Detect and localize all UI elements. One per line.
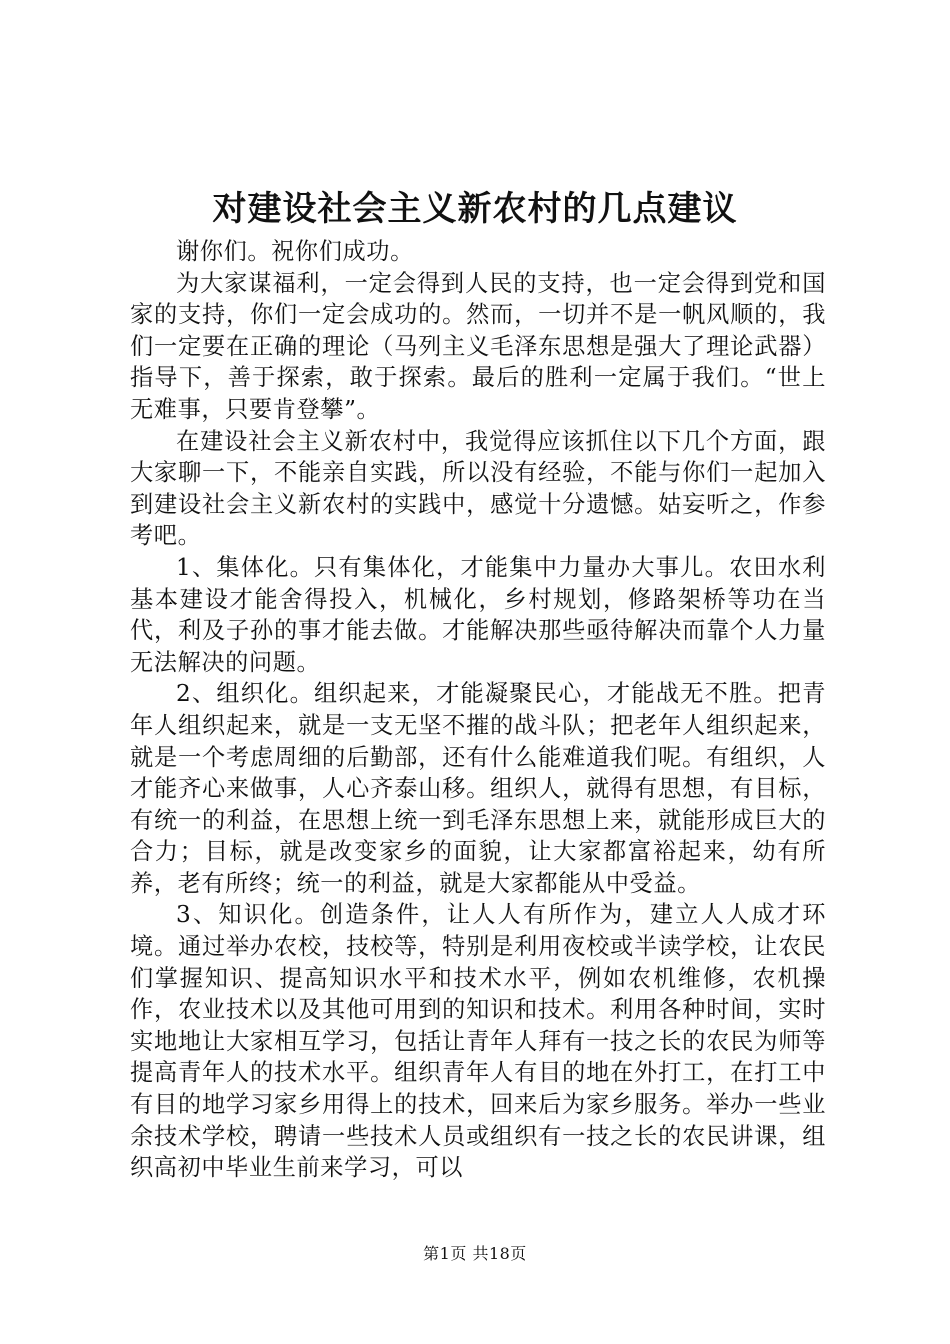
paragraph-1: 谢你们。祝你们成功。 <box>176 238 414 265</box>
paragraph-4: 1、集体化。只有集体化，才能集中力量办大事儿。农田水利基本建设才能舍得投入，机械化，乡村规划，修路架桥等功在当代，利及子孙的事才能去做。才能解决那些亟待解决而靠个人力量无法解决的问题。 <box>130 553 826 676</box>
paragraph-3: 在建设社会主义新农村中，我觉得应该抓住以下几个方面，跟大家聊一下，不能亲自实践，所以没有经验，不能与你们一起加入到建设社会主义新农村的实践中，感觉十分遗憾。姑妄听之，作参考吧。 <box>130 427 826 550</box>
paragraph-5: 2、组织化。组织起来，才能凝聚民心，才能战无不胜。把青年人组织起来，就是一支无坚不摧的战斗队；把老年人组织起来，就是一个考虑周细的后勤部，还有什么能难道我们呢。有组织，人才能齐心来做事，人心齐泰山移。组织人，就得有思想，有目标，有统一的利益，在思想上统一到毛泽东思想上来，就能形成巨大的合力；目标，就是改变家乡的面貌，让大家都富裕起来，幼有所养，老有所终；统一的利益，就是大家都能从中受益。 <box>130 680 826 897</box>
paragraph-6: 3、知识化。创造条件，让人人有所作为，建立人人成才环境。通过举办农校，技校等，特别是利用夜校或半读学校，让农民们掌握知识、提高知识水平和技术水平，例如农机维修，农机操作，农业技术以及其他可用到的知识和技术。利用各种时间，实时实地地让大家相互学习，包括让青年人拜有一技之长的农民为师等提高青年人的技术水平。组织青年人有目的地在外打工，在打工中有目的地学习家乡用得上的技术，回来后为家乡服务。举办一些业余技术学校，聘请一些技术人员或组织有一技之长的农民讲课，组织高初中毕业生前来学习，可以 <box>130 901 826 1182</box>
paragraph-2: 为大家谋福利，一定会得到人民的支持，也一定会得到党和国家的支持，你们一定会成功的。然而，一切并不是一帆风顺的，我们一定要在正确的理论（马列主义毛泽东思想是强大了理论武器）指导下，善于探索，敢于探索。最后的胜利一定属于我们。“世上无难事，只要肯登攀”。 <box>130 269 826 423</box>
document-title: 对建设社会主义新农村的几点建议 <box>212 189 738 229</box>
page-number-footer: 第1页 共18页 <box>423 1244 527 1263</box>
document-body <box>130 236 826 1184</box>
